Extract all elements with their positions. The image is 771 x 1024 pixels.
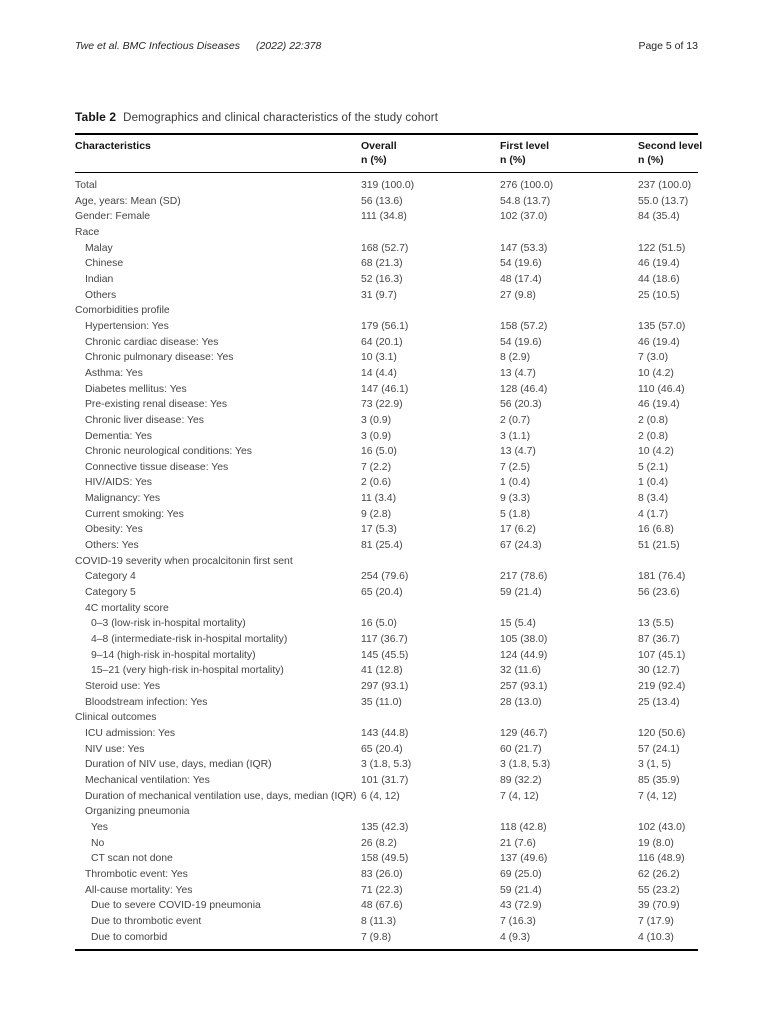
row-value: 219 (92.4): [638, 681, 686, 692]
table-row: [75, 804, 698, 820]
row-label: Chronic liver disease: Yes: [85, 414, 204, 426]
row-value: 13 (4.7): [500, 367, 536, 379]
row-value: 16 (5.0): [361, 618, 397, 630]
row-label: Organizing pneumonia: [85, 806, 190, 818]
table-row: [75, 898, 698, 914]
row-value: 122 (51.5): [638, 242, 686, 254]
row-value: 84 (35.4): [638, 211, 680, 223]
row-label: 4–8 (intermediate-risk in-hospital mortality): [91, 634, 288, 646]
row-value: [638, 710, 698, 726]
table-row: [75, 350, 698, 366]
table-row: [75, 789, 698, 805]
row-value: 297 (93.1): [361, 681, 409, 692]
table-row: [75, 554, 698, 570]
row-value: 71 (22.3): [361, 884, 403, 896]
row-value: [638, 804, 698, 820]
table-row: [75, 867, 698, 883]
row-value: 31 (9.7): [361, 289, 397, 301]
row-value: 110 (46.4): [638, 383, 685, 395]
row-value: 4 (1.7): [638, 508, 669, 520]
running-head: [75, 40, 698, 52]
row-label: HIV/AIDS: Yes: [85, 477, 152, 489]
table-row: [75, 836, 698, 852]
table-row: [75, 742, 698, 758]
row-value: 55 (23.2): [638, 884, 680, 896]
row-label: Category 4: [85, 571, 136, 583]
table-row: [75, 256, 698, 272]
demographics-table: [75, 133, 703, 951]
row-value: 257 (93.1): [500, 681, 548, 692]
row-value: 16 (5.0): [361, 446, 397, 458]
row-value: 17 (6.2): [500, 524, 536, 536]
row-label: Due to thrombotic event: [91, 915, 202, 927]
table-row: [75, 194, 698, 210]
row-label: Current smoking: Yes: [85, 508, 184, 520]
column-header-overall: Overall n (%): [361, 140, 397, 166]
table-row: [75, 382, 698, 398]
row-value: 48 (67.6): [361, 900, 403, 912]
row-value: 181 (76.4): [638, 571, 686, 583]
row-value: [500, 554, 638, 570]
row-value: 116 (48.9): [638, 853, 685, 865]
row-value: 59 (21.4): [500, 884, 542, 896]
table-header: [75, 134, 703, 173]
row-value: 55.0 (13.7): [638, 195, 689, 207]
table-row: [75, 851, 698, 867]
row-value: 13 (4.7): [500, 446, 536, 458]
row-value: 2 (0.6): [361, 477, 392, 489]
table-row: [75, 914, 698, 930]
row-value: 10 (4.2): [638, 446, 674, 458]
row-value: 10 (3.1): [361, 352, 397, 364]
table-container: [75, 110, 703, 951]
row-label: ICU admission: Yes: [85, 727, 176, 739]
row-value: 9 (3.3): [500, 493, 531, 505]
row-value: 276 (100.0): [500, 180, 554, 191]
row-value: 89 (32.2): [500, 774, 542, 786]
row-value: 3 (0.9): [361, 414, 392, 426]
row-value: 9 (2.8): [361, 508, 392, 520]
table-row: [75, 241, 698, 257]
issue-citation: (2022) 22:378: [255, 40, 322, 52]
row-value: 135 (57.0): [638, 320, 686, 332]
row-value: 3 (1.1): [500, 430, 531, 442]
row-label: 15–21 (very high-risk in-hospital mortality): [91, 665, 284, 677]
row-value: 43 (72.9): [500, 900, 542, 912]
row-label: Chronic neurological conditions: Yes: [85, 446, 252, 458]
table-row: [75, 710, 698, 726]
table-row: [75, 319, 698, 335]
row-value: 7 (2.5): [500, 461, 531, 473]
row-label: COVID-19 severity when procalcitonin first sent: [75, 555, 293, 567]
row-value: 54 (19.6): [500, 336, 542, 348]
table-row: [75, 507, 698, 523]
table-row: [75, 930, 698, 951]
row-value: 25 (10.5): [638, 289, 680, 301]
table-row: [75, 679, 698, 695]
row-label: Chronic cardiac disease: Yes: [85, 336, 219, 348]
row-label: Comorbidities profile: [75, 305, 170, 317]
row-value: [361, 303, 500, 319]
table-row: [75, 663, 698, 679]
row-value: 56 (13.6): [361, 195, 403, 207]
row-value: 7 (2.2): [361, 461, 392, 473]
row-value: 145 (45.5): [361, 649, 409, 661]
row-value: 17 (5.3): [361, 524, 397, 536]
row-label: Indian: [85, 273, 114, 285]
row-value: 120 (50.6): [638, 727, 686, 739]
row-value: 124 (44.9): [500, 649, 548, 661]
row-value: 73 (22.9): [361, 399, 403, 411]
table-row: [75, 648, 698, 664]
row-value: [500, 804, 638, 820]
row-label: Dementia: Yes: [85, 430, 153, 442]
row-value: 3 (1, 5): [638, 759, 671, 771]
row-label: Yes: [91, 821, 108, 833]
table-row: [75, 288, 698, 304]
row-label: Mechanical ventilation: Yes: [85, 774, 210, 786]
row-value: 7 (16.3): [500, 915, 536, 927]
row-value: 7 (4, 12): [638, 790, 677, 802]
row-value: [361, 554, 500, 570]
row-value: [638, 303, 698, 319]
row-value: 237 (100.0): [638, 180, 692, 191]
row-value: 158 (49.5): [361, 853, 409, 865]
row-label: 0–3 (low-risk in-hospital mortality): [91, 618, 246, 630]
row-value: 11 (3.4): [361, 493, 397, 505]
row-label: Others: [85, 289, 117, 301]
row-value: 65 (20.4): [361, 587, 403, 599]
row-value: 54 (19.6): [500, 258, 542, 270]
row-value: 4 (9.3): [500, 931, 531, 943]
row-label: Thrombotic event: Yes: [85, 868, 188, 880]
row-value: 7 (9.8): [361, 931, 392, 943]
row-value: [361, 710, 500, 726]
row-value: 6 (4, 12): [361, 790, 400, 802]
row-value: 168 (52.7): [361, 242, 409, 254]
row-value: [361, 601, 500, 617]
row-value: 83 (26.0): [361, 868, 403, 880]
row-value: 254 (79.6): [361, 571, 409, 583]
table-row: [75, 366, 698, 382]
row-value: 319 (100.0): [361, 180, 415, 191]
row-value: 48 (17.4): [500, 273, 542, 285]
table-row: [75, 397, 698, 413]
row-label: Asthma: Yes: [85, 367, 143, 379]
row-value: 39 (70.9): [638, 900, 680, 912]
row-value: 7 (3.0): [638, 352, 669, 364]
table-row: [75, 569, 698, 585]
row-value: 10 (4.2): [638, 367, 674, 379]
row-value: 28 (13.0): [500, 696, 542, 708]
row-value: 129 (46.7): [500, 727, 548, 739]
row-value: 26 (8.2): [361, 837, 397, 849]
row-value: 2 (0.8): [638, 414, 669, 426]
row-label: Due to severe COVID-19 pneumonia: [91, 900, 261, 912]
row-label: Pre-existing renal disease: Yes: [85, 399, 228, 411]
row-label: Steroid use: Yes: [85, 681, 161, 692]
row-value: 46 (19.4): [638, 399, 680, 411]
column-header-characteristics: Characteristics: [75, 140, 151, 152]
row-value: 13 (5.5): [638, 618, 674, 630]
row-value: [500, 710, 638, 726]
table-row: [75, 695, 698, 711]
table-row: [75, 726, 698, 742]
row-value: 65 (20.4): [361, 743, 403, 755]
row-value: 105 (38.0): [500, 634, 548, 646]
table-row: [75, 460, 698, 476]
page-indicator: Page 5 of 13: [638, 40, 698, 52]
row-value: 111 (34.8): [361, 211, 407, 223]
row-value: 35 (11.0): [361, 696, 402, 708]
row-value: 56 (23.6): [638, 587, 680, 599]
table-body: [75, 173, 698, 951]
table-row: [75, 491, 698, 507]
row-value: [500, 601, 638, 617]
row-label: 4C mortality score: [85, 602, 169, 614]
table-row: [75, 475, 698, 491]
row-label: Obesity: Yes: [85, 524, 143, 536]
table-row: [75, 444, 698, 460]
row-label: Chronic pulmonary disease: Yes: [85, 352, 234, 364]
table-row: [75, 585, 698, 601]
row-value: 51 (21.5): [638, 540, 680, 552]
table-row: [75, 522, 698, 538]
row-value: 27 (9.8): [500, 289, 536, 301]
row-value: 107 (45.1): [638, 649, 686, 661]
table-caption-text: Demographics and clinical characteristics of the study cohort: [123, 112, 438, 124]
row-value: 68 (21.3): [361, 258, 403, 270]
row-value: 3 (0.9): [361, 430, 392, 442]
row-value: 3 (1.8, 5.3): [500, 759, 551, 771]
row-value: 52 (16.3): [361, 273, 403, 285]
row-value: 7 (17.9): [638, 915, 674, 927]
row-label: No: [91, 837, 105, 849]
row-value: [500, 225, 638, 241]
row-value: 85 (35.9): [638, 774, 680, 786]
row-value: [361, 225, 500, 241]
row-value: 3 (1.8, 5.3): [361, 759, 412, 771]
row-value: [500, 303, 638, 319]
row-value: 2 (0.8): [638, 430, 669, 442]
row-value: 67 (24.3): [500, 540, 542, 552]
table-row: [75, 632, 698, 648]
row-value: 217 (78.6): [500, 571, 548, 583]
row-value: 2 (0.7): [500, 414, 531, 426]
row-label: Due to comorbid: [91, 931, 168, 943]
row-label: Others: Yes: [85, 540, 139, 552]
table-row: [75, 820, 698, 836]
row-value: 7 (4, 12): [500, 790, 539, 802]
row-label: Category 5: [85, 587, 136, 599]
row-value: 41 (12.8): [361, 665, 403, 677]
row-value: 81 (25.4): [361, 540, 403, 552]
row-label: Age, years: Mean (SD): [75, 195, 181, 207]
row-label: Gender: Female: [75, 211, 151, 223]
table-row: [75, 225, 698, 241]
row-value: 44 (18.6): [638, 273, 680, 285]
row-value: 137 (49.6): [500, 853, 548, 865]
row-value: 25 (13.4): [638, 696, 680, 708]
row-value: 64 (20.1): [361, 336, 403, 348]
row-label: All-cause mortality: Yes: [85, 884, 193, 896]
row-label: Total: [75, 180, 97, 191]
row-value: 147 (46.1): [361, 383, 409, 395]
table-number: Table 2: [75, 110, 117, 124]
table-row: [75, 616, 698, 632]
row-value: 117 (36.7): [361, 634, 408, 646]
table-row: [75, 173, 698, 194]
row-value: 19 (8.0): [638, 837, 674, 849]
row-value: 102 (43.0): [638, 821, 686, 833]
table-row: [75, 209, 698, 225]
row-value: 5 (2.1): [638, 461, 669, 473]
column-header-first-level: First level n (%): [500, 140, 550, 166]
row-value: 4 (10.3): [638, 931, 674, 943]
row-value: 143 (44.8): [361, 727, 409, 739]
row-value: 62 (26.2): [638, 868, 680, 880]
table-row: [75, 303, 698, 319]
row-value: 57 (24.1): [638, 743, 680, 755]
row-value: 46 (19.4): [638, 258, 680, 270]
table-row: [75, 335, 698, 351]
row-value: 147 (53.3): [500, 242, 548, 254]
table-row: [75, 773, 698, 789]
row-value: 158 (57.2): [500, 320, 548, 332]
row-label: Hypertension: Yes: [85, 320, 169, 332]
row-value: 56 (20.3): [500, 399, 542, 411]
row-value: 102 (37.0): [500, 211, 548, 223]
table-row: [75, 538, 698, 554]
row-label: Malay: [85, 242, 113, 254]
row-value: 30 (12.7): [638, 665, 680, 677]
table-row: [75, 272, 698, 288]
row-value: 54.8 (13.7): [500, 195, 551, 207]
row-value: 8 (2.9): [500, 352, 531, 364]
row-label: NIV use: Yes: [85, 743, 145, 755]
row-value: [638, 554, 698, 570]
row-label: Clinical outcomes: [75, 712, 157, 724]
row-label: 9–14 (high-risk in-hospital mortality): [91, 649, 256, 661]
row-label: Duration of NIV use, days, median (IQR): [85, 759, 272, 771]
column-header-second-level: Second level n (%): [638, 140, 703, 166]
row-value: 87 (36.7): [638, 634, 680, 646]
row-label: CT scan not done: [91, 853, 173, 865]
table-caption: [75, 110, 698, 124]
row-value: 69 (25.0): [500, 868, 542, 880]
row-label: Chinese: [85, 258, 124, 270]
row-label: Malignancy: Yes: [85, 493, 161, 505]
table-row: [75, 883, 698, 899]
row-label: Diabetes mellitus: Yes: [85, 383, 187, 395]
row-value: 1 (0.4): [638, 477, 669, 489]
table-row: [75, 757, 698, 773]
row-value: 16 (6.8): [638, 524, 674, 536]
row-label: Connective tissue disease: Yes: [85, 461, 229, 473]
row-value: 8 (3.4): [638, 493, 669, 505]
row-label: Bloodstream infection: Yes: [85, 696, 208, 708]
row-value: 21 (7.6): [500, 837, 536, 849]
journal-citation: Twe et al. BMC Infectious Diseases: [75, 40, 240, 52]
row-value: 14 (4.4): [361, 367, 397, 379]
table-row: [75, 413, 698, 429]
row-value: 179 (56.1): [361, 320, 409, 332]
row-value: 5 (1.8): [500, 508, 531, 520]
row-value: [638, 225, 698, 241]
row-value: 101 (31.7): [361, 774, 409, 786]
row-value: 128 (46.4): [500, 383, 548, 395]
row-value: 1 (0.4): [500, 477, 531, 489]
row-value: 8 (11.3): [361, 915, 397, 927]
row-value: 46 (19.4): [638, 336, 680, 348]
row-value: 32 (11.6): [500, 665, 541, 677]
row-value: 135 (42.3): [361, 821, 409, 833]
row-value: [361, 804, 500, 820]
row-label: Race: [75, 226, 100, 238]
row-value: 118 (42.8): [500, 821, 547, 833]
row-value: 59 (21.4): [500, 587, 542, 599]
table-row: [75, 429, 698, 445]
table-row: [75, 601, 698, 617]
row-value: 15 (5.4): [500, 618, 536, 630]
row-value: 60 (21.7): [500, 743, 542, 755]
row-value: [638, 601, 698, 617]
row-label: Duration of mechanical ventilation use, days, median (IQR): [85, 790, 357, 802]
